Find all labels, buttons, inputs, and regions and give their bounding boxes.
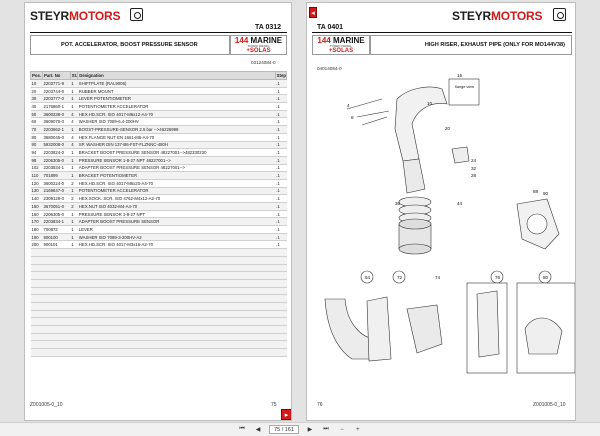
- empty-cell: [78, 249, 275, 257]
- cell-pos: 102: [31, 164, 43, 172]
- col-pos: Pos.: [32, 73, 42, 78]
- empty-cell: [42, 272, 70, 280]
- table-row: [31, 118, 287, 126]
- cell-designation: ADAPTER BOOST PRESSURE SENSOR: [78, 218, 275, 226]
- empty-cell: [42, 333, 70, 341]
- header-rule: [312, 32, 572, 33]
- empty-cell: [70, 326, 78, 334]
- empty-row: [31, 349, 287, 357]
- cell-designation: WASHER ISO 7089-3-200HV-A2: [78, 233, 275, 241]
- right-page: [306, 2, 576, 421]
- empty-cell: [31, 279, 43, 287]
- callout-8: 8: [351, 115, 354, 120]
- callout-72: 72: [397, 275, 403, 280]
- flange-view-box: [449, 79, 479, 105]
- callout-32: 32: [471, 166, 477, 171]
- riser-section: [403, 159, 425, 193]
- empty-cell: [42, 349, 70, 357]
- empty-cell: [70, 256, 78, 264]
- cell-st: 1: [70, 233, 78, 241]
- cell-st: 4: [70, 110, 78, 118]
- page-title: HIGH RISER, EXHAUST PIPE (ONLY FOR MO144V38): [370, 35, 572, 55]
- empty-cell: [78, 326, 275, 334]
- empty-cell: [42, 256, 70, 264]
- model-logo-box: 144 MARINE TURBO DIESEL +SOLAS: [312, 35, 370, 55]
- cell-part-no: 2203777-0: [42, 95, 70, 103]
- empty-cell: [42, 326, 70, 334]
- empty-cell: [275, 287, 286, 295]
- table-row: [31, 126, 287, 134]
- table-row: [31, 203, 287, 211]
- cell-designation: RUBBER MOUNT: [78, 87, 275, 95]
- cell-designation: WASHER ISO 7089-6.4-200HV: [78, 118, 275, 126]
- empty-cell: [70, 349, 78, 357]
- cell-st: 1: [70, 210, 78, 218]
- cell-step: .1: [275, 241, 286, 249]
- cell-designation: ADAPTER BOOST PRESSURE SENSOR 48227001-->: [78, 164, 275, 172]
- cell-step: .1: [275, 149, 286, 157]
- cell-part-no: 2206305-0: [42, 156, 70, 164]
- empty-cell: [42, 264, 70, 272]
- cell-designation: HEX.HD.SCR. ISO 4017-M6x12-A4-70: [78, 110, 275, 118]
- cell-designation: HEX.HD.SCR. ISO 4017-M3x16-A2-70: [78, 241, 275, 249]
- table-row: [31, 241, 287, 249]
- cell-part-no: 2203662-1: [42, 126, 70, 134]
- callout-64: 64: [365, 275, 371, 280]
- empty-cell: [31, 287, 43, 295]
- empty-cell: [78, 287, 275, 295]
- parts-table-header: [31, 72, 287, 80]
- empty-row: [31, 333, 287, 341]
- cell-st: 1: [70, 103, 78, 111]
- empty-cell: [78, 272, 275, 280]
- table-row: [31, 172, 287, 180]
- cell-step: .1: [275, 233, 286, 241]
- empty-cell: [275, 310, 286, 318]
- empty-cell: [275, 333, 286, 341]
- callout-44: 44: [457, 201, 463, 206]
- cell-part-no: 3680045-0: [42, 133, 70, 141]
- cell-step: .1: [275, 103, 286, 111]
- cell-pos: 40: [31, 103, 43, 111]
- cell-designation: BRACKET BOOST PRESSURE SENSOR 48227001-->482330230: [78, 149, 275, 157]
- table-row: [31, 218, 287, 226]
- reference-code: 03124084-0: [251, 60, 276, 65]
- cell-step: .1: [275, 126, 286, 134]
- next-page-button[interactable]: ▸: [281, 409, 292, 420]
- empty-cell: [31, 256, 43, 264]
- cell-designation: HEX.NUT ISO 4032-M4-A4-70: [78, 203, 275, 211]
- cell-part-no: 2176860-1: [42, 103, 70, 111]
- cell-pos: 90: [31, 141, 43, 149]
- callout-28: 28: [471, 173, 477, 178]
- cell-designation: SHIFTPLATE (RAL9006): [78, 80, 275, 88]
- cell-pos: 200: [31, 241, 43, 249]
- exploded-diagram: [307, 69, 576, 389]
- table-row: [31, 233, 287, 241]
- callout-16: 16: [457, 73, 463, 78]
- badge-icon: [553, 8, 566, 21]
- empty-cell: [275, 249, 286, 257]
- cell-st: 4: [70, 141, 78, 149]
- steyr-motors-logo: STEYRMOTORS: [30, 9, 121, 23]
- empty-cell: [42, 302, 70, 310]
- cell-designation: BRACKET POTENTIOMETER: [78, 172, 275, 180]
- empty-row: [31, 341, 287, 349]
- col-part-no: Part. No: [42, 72, 70, 80]
- callout-80: 80: [543, 275, 549, 280]
- callout-4: 4: [347, 103, 350, 108]
- empty-cell: [31, 264, 43, 272]
- empty-cell: [275, 295, 286, 303]
- empty-cell: [70, 249, 78, 257]
- cell-st: 2: [70, 195, 78, 203]
- cell-designation: HEX.FLANGE NUT EN 1661-M6-A4-70: [78, 133, 275, 141]
- cell-pos: 30: [31, 95, 43, 103]
- empty-cell: [275, 318, 286, 326]
- empty-row: [31, 287, 287, 295]
- empty-cell: [70, 264, 78, 272]
- cell-designation: POTENTIOMETER ACCELERATOR: [78, 103, 275, 111]
- empty-row: [31, 326, 287, 334]
- empty-cell: [31, 310, 43, 318]
- empty-cell: [31, 349, 43, 357]
- first-page-icon[interactable]: ⏮: [239, 426, 245, 432]
- empty-cell: [78, 264, 275, 272]
- empty-cell: [31, 318, 43, 326]
- cell-designation: POTENTIOMETER ACCELERATOR: [78, 187, 275, 195]
- empty-cell: [78, 302, 275, 310]
- cell-part-no: 2203834-1: [42, 218, 70, 226]
- empty-cell: [78, 341, 275, 349]
- empty-cell: [275, 272, 286, 280]
- cell-step: .1: [275, 203, 286, 211]
- cell-st: 1: [70, 241, 78, 249]
- col-designation: Designation: [78, 72, 275, 80]
- callout-88: 88: [533, 189, 539, 194]
- table-row: [31, 210, 287, 218]
- empty-cell: [42, 318, 70, 326]
- reference-code: 04014084-0: [317, 66, 342, 71]
- cell-step: .1: [275, 172, 286, 180]
- cell-designation: PRESSURE SENSOR 1-8-27 NPT 48227001-->: [78, 156, 275, 164]
- table-row: [31, 141, 287, 149]
- empty-row: [31, 310, 287, 318]
- last-page-icon[interactable]: ⏭: [323, 426, 329, 432]
- table-row: [31, 179, 287, 187]
- empty-cell: [42, 287, 70, 295]
- table-row: [31, 133, 287, 141]
- cell-pos: 50: [31, 110, 43, 118]
- table-row: [31, 95, 287, 103]
- cell-pos: 170: [31, 218, 43, 226]
- cell-st: 1: [70, 95, 78, 103]
- empty-cell: [275, 264, 286, 272]
- cell-step: .1: [275, 118, 286, 126]
- table-row: [31, 149, 287, 157]
- cell-step: .1: [275, 210, 286, 218]
- cell-pos: 94: [31, 149, 43, 157]
- empty-cell: [42, 295, 70, 303]
- cell-step: .1: [275, 179, 286, 187]
- cell-part-no: 900100: [42, 233, 70, 241]
- empty-row: [31, 256, 287, 264]
- cell-part-no: 900101: [42, 241, 70, 249]
- empty-cell: [42, 279, 70, 287]
- cell-part-no: 2203744-0: [42, 87, 70, 95]
- cell-st: 1: [70, 156, 78, 164]
- cell-step: .1: [275, 187, 286, 195]
- empty-cell: [275, 349, 286, 357]
- col-st: St.: [71, 73, 78, 78]
- cell-designation: HEX.HD.SCR. ISO 4017-M6x20-A4-70: [78, 179, 275, 187]
- empty-row: [31, 295, 287, 303]
- page-indicator[interactable]: 75 / 161: [269, 425, 299, 434]
- pipe-assembly-4: [477, 291, 499, 357]
- cell-pos: 140: [31, 195, 43, 203]
- cell-pos: 180: [31, 226, 43, 234]
- bolt-line: [362, 117, 387, 125]
- cell-designation: SP. WASHER DIN 137-B6-FST-FLZNNC-480H: [78, 141, 275, 149]
- empty-cell: [42, 310, 70, 318]
- table-row: [31, 195, 287, 203]
- footer-doc-id: Z001005-0_10: [30, 402, 63, 408]
- footer-page-number: 75: [271, 402, 277, 408]
- cell-step: .1: [275, 133, 286, 141]
- empty-cell: [275, 279, 286, 287]
- empty-cell: [78, 318, 275, 326]
- cell-pos: 20: [31, 87, 43, 95]
- zoom-out-icon[interactable]: −: [340, 426, 344, 433]
- cell-st: 4: [70, 118, 78, 126]
- empty-cell: [70, 333, 78, 341]
- empty-row: [31, 249, 287, 257]
- flange-view-label: flange view: [455, 85, 474, 89]
- empty-row: [31, 302, 287, 310]
- empty-cell: [31, 295, 43, 303]
- empty-cell: [70, 302, 78, 310]
- cell-st: 1: [70, 80, 78, 88]
- cell-st: 1: [70, 187, 78, 195]
- empty-cell: [70, 310, 78, 318]
- empty-cell: [275, 302, 286, 310]
- table-row: [31, 156, 287, 164]
- cell-pos: 150: [31, 203, 43, 211]
- cell-part-no: 2203834-1: [42, 164, 70, 172]
- empty-cell: [78, 279, 275, 287]
- cell-pos: 130: [31, 187, 43, 195]
- cell-st: 1: [70, 126, 78, 134]
- empty-cell: [70, 287, 78, 295]
- fitting: [452, 147, 469, 163]
- empty-cell: [78, 349, 275, 357]
- left-page: [24, 2, 292, 421]
- prev-page-icon[interactable]: ◀: [255, 427, 261, 433]
- cell-step: .1: [275, 110, 286, 118]
- empty-row: [31, 279, 287, 287]
- pipe-assembly-2: [367, 297, 391, 361]
- empty-cell: [78, 295, 275, 303]
- cell-pos: 70: [31, 126, 43, 134]
- cell-pos: 10: [31, 80, 43, 88]
- model-logo-box: 144 MARINE TURBO DIESEL +SOLAS: [230, 35, 287, 55]
- table-row: [31, 87, 287, 95]
- cell-pos: 98: [31, 156, 43, 164]
- callout-36: 36: [395, 201, 401, 206]
- cell-step: .1: [275, 226, 286, 234]
- empty-row: [31, 272, 287, 280]
- page-code: TA 0401: [317, 24, 344, 31]
- cell-designation: PRESSURE SENSOR 1-8-27 NPT: [78, 210, 275, 218]
- cell-st: 1: [70, 218, 78, 226]
- cell-designation: BOOST-PRESSURE-SENSOR 2.5 bar -->46226999: [78, 126, 275, 134]
- cell-part-no: 2309129-0: [42, 195, 70, 203]
- cell-designation: LEVER POTENTIOMETER: [78, 95, 275, 103]
- footer-page-number: 76: [317, 402, 323, 408]
- cell-step: .1: [275, 80, 286, 88]
- next-page-icon[interactable]: ▶: [307, 427, 313, 433]
- cell-designation: LEVER: [78, 226, 275, 234]
- callout-90: 90: [543, 191, 549, 196]
- cell-st: 1: [70, 149, 78, 157]
- empty-cell: [70, 318, 78, 326]
- empty-cell: [78, 256, 275, 264]
- bolt-line: [347, 99, 382, 109]
- viewer-toolbar: [0, 422, 600, 436]
- cell-step: .1: [275, 195, 286, 203]
- empty-cell: [31, 333, 43, 341]
- empty-cell: [275, 256, 286, 264]
- empty-cell: [31, 326, 43, 334]
- callout-20: 20: [445, 126, 451, 131]
- steyr-motors-logo: STEYRMOTORS: [452, 9, 543, 23]
- empty-cell: [42, 249, 70, 257]
- cell-pos: 120: [31, 179, 43, 187]
- empty-cell: [78, 310, 275, 318]
- cell-step: .1: [275, 164, 286, 172]
- table-row: [31, 187, 287, 195]
- callout-76: 76: [495, 275, 501, 280]
- cell-step: .1: [275, 87, 286, 95]
- zoom-in-icon[interactable]: +: [356, 426, 360, 433]
- cell-part-no: 700872: [42, 226, 70, 234]
- cell-pos: 160: [31, 210, 43, 218]
- cell-part-no: 701899: [42, 172, 70, 180]
- cell-step: .1: [275, 156, 286, 164]
- empty-cell: [275, 341, 286, 349]
- cell-designation: HEX.SOCK. SCR. ISO 4762-M4x12-A2-70: [78, 195, 275, 203]
- empty-cell: [31, 272, 43, 280]
- back-button[interactable]: ◂: [309, 7, 317, 18]
- page-code: TA 0312: [255, 24, 282, 31]
- parts-table: [30, 71, 287, 357]
- table-row: [31, 226, 287, 234]
- table-row: [31, 80, 287, 88]
- pipe-assembly-3: [407, 305, 442, 353]
- empty-cell: [31, 302, 43, 310]
- cell-part-no: 3600224-0: [42, 179, 70, 187]
- cell-step: .1: [275, 218, 286, 226]
- cell-st: 1: [70, 87, 78, 95]
- cell-part-no: 2203824-0: [42, 149, 70, 157]
- table-row: [31, 110, 287, 118]
- footer-doc-id: Z001005-0_10: [533, 402, 566, 408]
- cell-st: 1: [70, 172, 78, 180]
- empty-row: [31, 264, 287, 272]
- cell-pos: 190: [31, 233, 43, 241]
- empty-cell: [70, 279, 78, 287]
- callout-74: 74: [435, 275, 441, 280]
- badge-icon: [130, 8, 143, 21]
- page-title: POT. ACCELERATOR, BOOST PRESSURE SENSOR: [30, 35, 230, 55]
- cell-st: 4: [70, 133, 78, 141]
- callout-10: 10: [427, 101, 433, 106]
- cell-part-no: 3670051-0: [42, 203, 70, 211]
- table-row: [31, 164, 287, 172]
- empty-cell: [70, 272, 78, 280]
- cell-step: .1: [275, 141, 286, 149]
- cell-part-no: 3600238-0: [42, 110, 70, 118]
- header-rule: [30, 32, 287, 33]
- table-row: [31, 103, 287, 111]
- col-step: Step: [276, 73, 286, 78]
- cell-st: 1: [70, 164, 78, 172]
- empty-cell: [42, 341, 70, 349]
- cell-st: 1: [70, 226, 78, 234]
- empty-cell: [78, 333, 275, 341]
- cell-part-no: 3609070-0: [42, 118, 70, 126]
- cell-pos: 60: [31, 118, 43, 126]
- empty-row: [31, 318, 287, 326]
- callout-24: 24: [471, 158, 477, 163]
- empty-cell: [31, 341, 43, 349]
- empty-cell: [70, 341, 78, 349]
- cell-st: 2: [70, 179, 78, 187]
- cell-step: .1: [275, 95, 286, 103]
- cell-part-no: 2206305-0: [42, 210, 70, 218]
- bolt-line: [357, 111, 389, 117]
- cell-st: 2: [70, 203, 78, 211]
- riser-elbow: [395, 87, 447, 161]
- cell-part-no: 2203771-9: [42, 80, 70, 88]
- cell-pos: 80: [31, 133, 43, 141]
- empty-cell: [275, 326, 286, 334]
- empty-cell: [31, 249, 43, 257]
- empty-cell: [70, 295, 78, 303]
- cell-part-no: 5932008-0: [42, 141, 70, 149]
- cell-part-no: 2169847-0: [42, 187, 70, 195]
- cell-pos: 110: [31, 172, 43, 180]
